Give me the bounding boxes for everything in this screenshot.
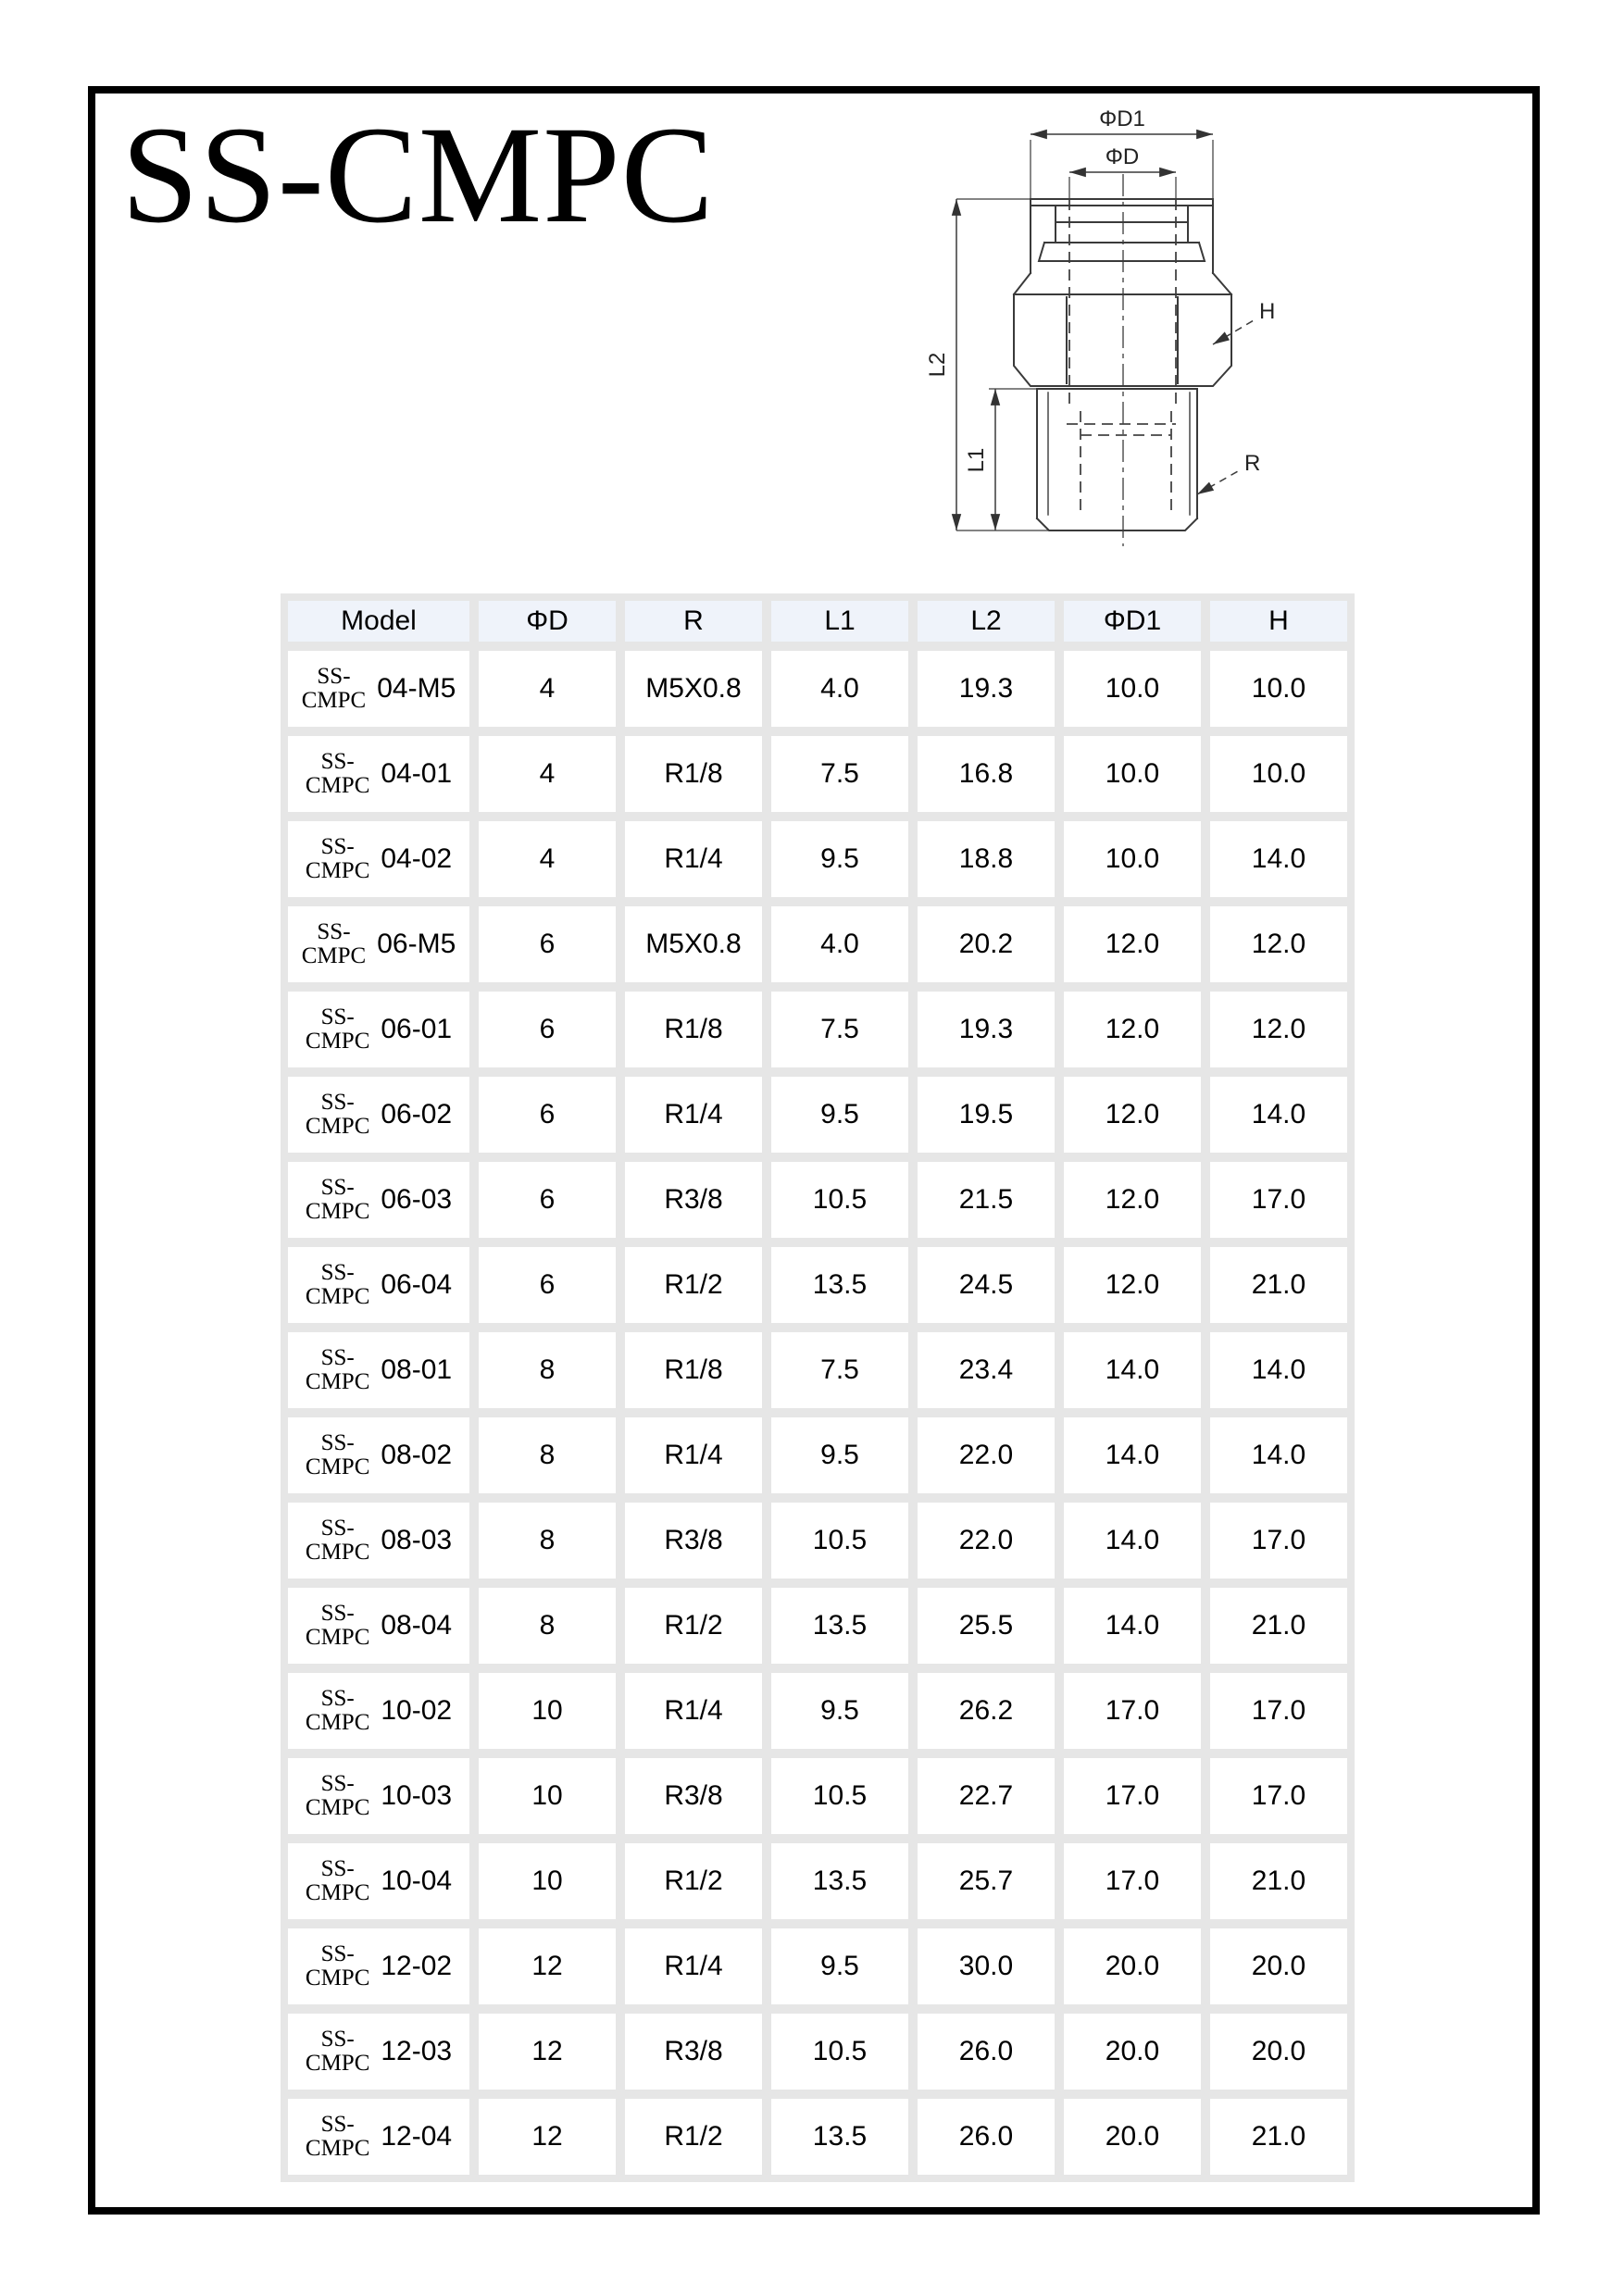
value-d1: 12.0 (1064, 1247, 1201, 1323)
value-l2: 26.0 (918, 2099, 1055, 2175)
model-code: 06-03 (381, 1184, 453, 1215)
model-cell (288, 1588, 469, 1664)
value-l1: 10.5 (771, 1758, 908, 1834)
page-title: SS-CMPC (121, 98, 715, 252)
value-d: 8 (479, 1417, 616, 1493)
model-cell (288, 1928, 469, 2004)
model-series-prefix: SS- CMPC (301, 919, 367, 968)
value-l2: 26.2 (918, 1673, 1055, 1749)
model-cell (288, 1162, 469, 1238)
value-h: 14.0 (1210, 1417, 1347, 1493)
model-cell (288, 1332, 469, 1408)
value-d1: 20.0 (1064, 2099, 1201, 2175)
model-series-prefix: SS- CMPC (305, 1090, 370, 1139)
value-h: 12.0 (1210, 992, 1347, 1067)
model-code: 06-02 (381, 1099, 453, 1129)
model-cell (288, 2099, 469, 2175)
value-r: R1/8 (625, 1332, 762, 1408)
model-series-prefix: SS- CMPC (305, 749, 370, 798)
value-d1: 10.0 (1064, 736, 1201, 812)
model-cell (288, 992, 469, 1067)
spec-table (281, 593, 1355, 2182)
value-l2: 25.7 (918, 1843, 1055, 1919)
dim-label-d: ΦD (1105, 144, 1140, 169)
model-series-prefix: SS- CMPC (305, 834, 370, 883)
model-series-prefix: SS- CMPC (305, 1686, 370, 1735)
value-r: R1/8 (625, 736, 762, 812)
value-r: R1/4 (625, 1077, 762, 1153)
value-l1: 9.5 (771, 1928, 908, 2004)
value-r: R1/4 (625, 821, 762, 897)
value-h: 17.0 (1210, 1758, 1347, 1834)
value-l1: 4.0 (771, 906, 908, 982)
value-r: R3/8 (625, 1503, 762, 1578)
value-h: 12.0 (1210, 906, 1347, 982)
value-d: 12 (479, 2099, 616, 2175)
dim-label-h: H (1259, 299, 1276, 324)
value-l1: 13.5 (771, 1588, 908, 1664)
model-code: 10-03 (381, 1780, 453, 1811)
value-l1: 13.5 (771, 2099, 908, 2175)
value-l2: 26.0 (918, 2014, 1055, 2090)
value-l1: 10.5 (771, 1162, 908, 1238)
value-l1: 4.0 (771, 651, 908, 727)
value-h: 20.0 (1210, 1928, 1347, 2004)
model-series-prefix: SS- CMPC (305, 1601, 370, 1650)
value-d1: 14.0 (1064, 1332, 1201, 1408)
value-d1: 14.0 (1064, 1503, 1201, 1578)
page-border (88, 86, 1540, 2215)
value-d: 8 (479, 1503, 616, 1578)
col-header-r: R (625, 601, 762, 642)
value-r: R3/8 (625, 1758, 762, 1834)
value-l2: 21.5 (918, 1162, 1055, 1238)
model-series-prefix: SS- CMPC (305, 1516, 370, 1565)
value-l2: 20.2 (918, 906, 1055, 982)
value-d: 10 (479, 1758, 616, 1834)
value-d1: 14.0 (1064, 1588, 1201, 1664)
model-series-prefix: SS- CMPC (305, 1345, 370, 1394)
value-h: 17.0 (1210, 1673, 1347, 1749)
value-d: 10 (479, 1673, 616, 1749)
value-d1: 20.0 (1064, 2014, 1201, 2090)
model-series-prefix: SS- CMPC (305, 1771, 370, 1820)
col-header-l2: L2 (918, 601, 1055, 642)
value-l2: 22.7 (918, 1758, 1055, 1834)
value-r: R1/2 (625, 1588, 762, 1664)
value-h: 14.0 (1210, 821, 1347, 897)
value-r: R1/8 (625, 992, 762, 1067)
value-d1: 12.0 (1064, 906, 1201, 982)
value-d: 12 (479, 2014, 616, 2090)
value-d: 4 (479, 736, 616, 812)
model-series-prefix: SS- CMPC (305, 1941, 370, 1990)
model-series-prefix: SS- CMPC (305, 2112, 370, 2161)
value-d1: 20.0 (1064, 1928, 1201, 2004)
value-h: 21.0 (1210, 1247, 1347, 1323)
value-l1: 10.5 (771, 2014, 908, 2090)
value-d1: 17.0 (1064, 1758, 1201, 1834)
value-r: R3/8 (625, 1162, 762, 1238)
model-code: 08-02 (381, 1440, 453, 1470)
model-code: 08-01 (381, 1354, 453, 1385)
dim-label-l1: L1 (964, 447, 989, 473)
model-cell (288, 821, 469, 897)
value-l2: 25.5 (918, 1588, 1055, 1664)
value-l2: 19.5 (918, 1077, 1055, 1153)
value-h: 10.0 (1210, 651, 1347, 727)
model-code: 08-03 (381, 1525, 453, 1555)
value-l1: 9.5 (771, 1417, 908, 1493)
value-d: 6 (479, 1077, 616, 1153)
value-l1: 13.5 (771, 1843, 908, 1919)
value-r: R1/4 (625, 1928, 762, 2004)
value-d: 6 (479, 906, 616, 982)
value-l1: 7.5 (771, 736, 908, 812)
value-r: R3/8 (625, 2014, 762, 2090)
value-l1: 9.5 (771, 1673, 908, 1749)
model-cell (288, 1843, 469, 1919)
dim-label-l2: L2 (925, 352, 950, 378)
model-cell (288, 1673, 469, 1749)
value-l1: 7.5 (771, 992, 908, 1067)
model-series-prefix: SS- CMPC (301, 664, 367, 713)
value-l2: 30.0 (918, 1928, 1055, 2004)
value-d1: 17.0 (1064, 1673, 1201, 1749)
value-d: 8 (479, 1588, 616, 1664)
value-d: 10 (479, 1843, 616, 1919)
model-code: 06-M5 (377, 929, 456, 959)
value-d: 6 (479, 992, 616, 1067)
value-d1: 12.0 (1064, 1162, 1201, 1238)
model-code: 10-04 (381, 1866, 453, 1896)
model-cell (288, 1077, 469, 1153)
model-series-prefix: SS- CMPC (305, 1175, 370, 1224)
value-r: R1/4 (625, 1417, 762, 1493)
value-l2: 16.8 (918, 736, 1055, 812)
model-code: 04-01 (381, 758, 453, 789)
hidden-lines (1067, 199, 1176, 515)
col-header-d: ΦD (479, 601, 616, 642)
model-series-prefix: SS- CMPC (305, 2027, 370, 2076)
value-d1: 17.0 (1064, 1843, 1201, 1919)
value-l1: 7.5 (771, 1332, 908, 1408)
model-code: 12-02 (381, 1951, 453, 1981)
value-h: 21.0 (1210, 1843, 1347, 1919)
model-code: 12-03 (381, 2036, 453, 2066)
model-series-prefix: SS- CMPC (305, 1856, 370, 1905)
value-h: 20.0 (1210, 2014, 1347, 2090)
value-l2: 22.0 (918, 1417, 1055, 1493)
model-series-prefix: SS- CMPC (305, 1260, 370, 1309)
model-cell (288, 1247, 469, 1323)
value-h: 14.0 (1210, 1332, 1347, 1408)
model-code: 10-02 (381, 1695, 453, 1726)
fitting-technical-drawing (907, 88, 1315, 560)
model-code: 04-M5 (377, 673, 456, 704)
value-r: R1/2 (625, 2099, 762, 2175)
value-l2: 19.3 (918, 651, 1055, 727)
model-code: 06-04 (381, 1269, 453, 1300)
value-d1: 14.0 (1064, 1417, 1201, 1493)
value-d: 6 (479, 1162, 616, 1238)
model-cell (288, 651, 469, 727)
value-l1: 13.5 (771, 1247, 908, 1323)
col-header-model: Model (288, 601, 469, 642)
model-code: 08-04 (381, 1610, 453, 1641)
model-cell (288, 1417, 469, 1493)
col-header-h: H (1210, 601, 1347, 642)
value-d: 6 (479, 1247, 616, 1323)
model-code: 04-02 (381, 843, 453, 874)
value-r: M5X0.8 (625, 906, 762, 982)
col-header-d1: ΦD1 (1064, 601, 1201, 642)
model-cell (288, 736, 469, 812)
model-cell (288, 2014, 469, 2090)
value-h: 17.0 (1210, 1162, 1347, 1238)
value-d: 4 (479, 821, 616, 897)
col-header-l1: L1 (771, 601, 908, 642)
value-d1: 12.0 (1064, 1077, 1201, 1153)
value-r: R1/2 (625, 1247, 762, 1323)
value-r: M5X0.8 (625, 651, 762, 727)
value-d1: 10.0 (1064, 651, 1201, 727)
value-r: R1/2 (625, 1843, 762, 1919)
value-r: R1/4 (625, 1673, 762, 1749)
model-cell (288, 1758, 469, 1834)
value-l2: 19.3 (918, 992, 1055, 1067)
value-h: 17.0 (1210, 1503, 1347, 1578)
value-d: 4 (479, 651, 616, 727)
value-l2: 23.4 (918, 1332, 1055, 1408)
dim-label-r: R (1244, 451, 1261, 476)
model-cell (288, 1503, 469, 1578)
value-h: 21.0 (1210, 2099, 1347, 2175)
value-d1: 10.0 (1064, 821, 1201, 897)
model-cell (288, 906, 469, 982)
value-l1: 9.5 (771, 821, 908, 897)
value-l2: 22.0 (918, 1503, 1055, 1578)
model-code: 12-04 (381, 2121, 453, 2152)
dim-label-d1: ΦD1 (1099, 106, 1145, 131)
value-d: 12 (479, 1928, 616, 2004)
model-series-prefix: SS- CMPC (305, 1430, 370, 1479)
value-h: 10.0 (1210, 736, 1347, 812)
dimension-lines (956, 134, 1254, 530)
model-code: 06-01 (381, 1014, 453, 1044)
model-series-prefix: SS- CMPC (305, 1004, 370, 1054)
value-l2: 18.8 (918, 821, 1055, 897)
value-l1: 9.5 (771, 1077, 908, 1153)
value-h: 21.0 (1210, 1588, 1347, 1664)
value-d: 8 (479, 1332, 616, 1408)
value-l2: 24.5 (918, 1247, 1055, 1323)
value-d1: 12.0 (1064, 992, 1201, 1067)
value-h: 14.0 (1210, 1077, 1347, 1153)
value-l1: 10.5 (771, 1503, 908, 1578)
